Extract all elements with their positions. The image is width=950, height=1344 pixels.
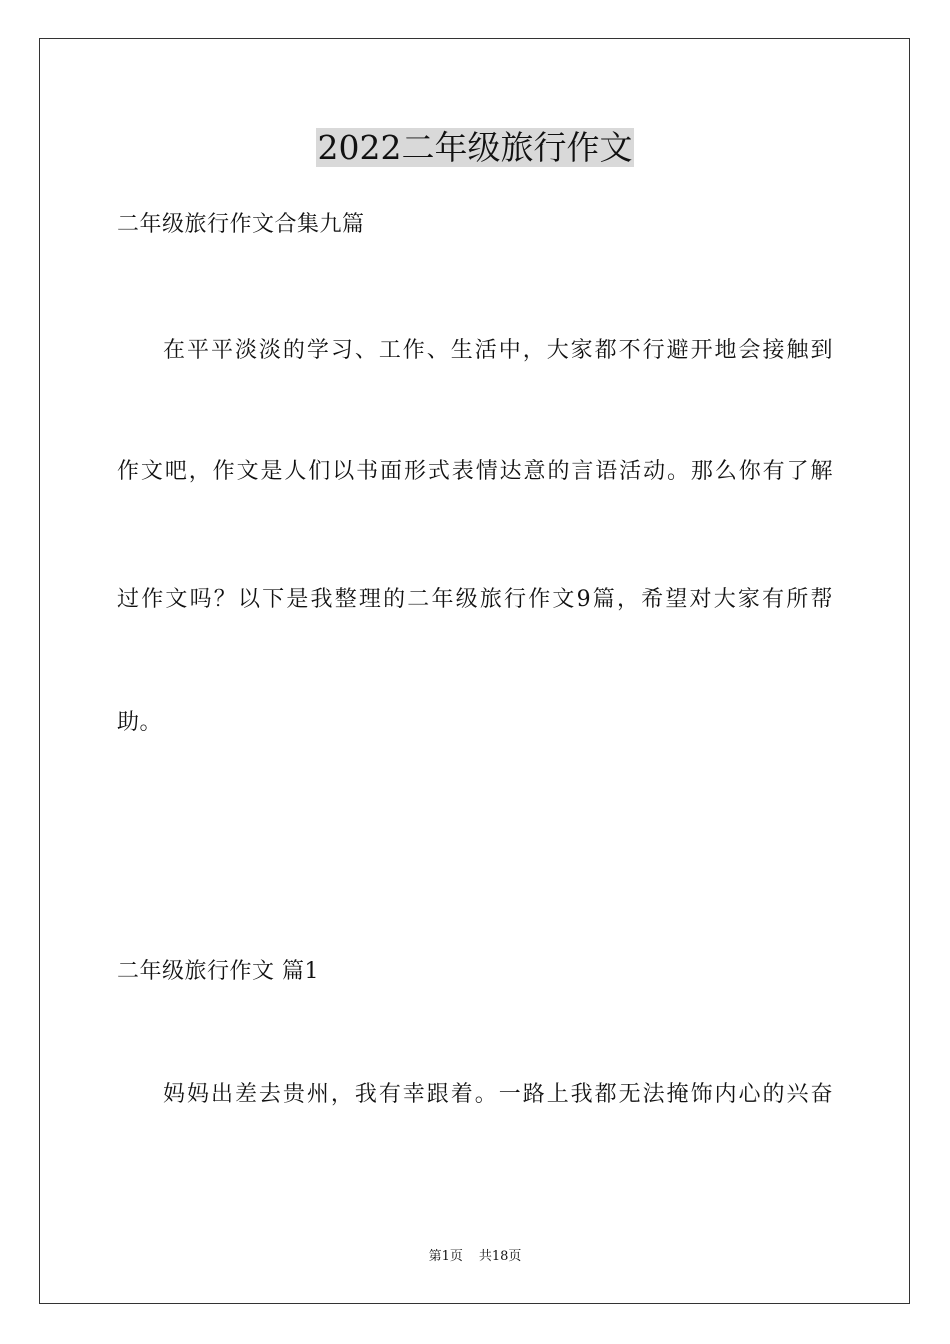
intro-paragraph-line-4: 助。 xyxy=(117,710,163,735)
intro-paragraph-line-3: 过作文吗？以下是我整理的二年级旅行作文9篇，希望对大家有所帮 xyxy=(117,587,833,612)
page-number: 第1页 xyxy=(428,1249,463,1264)
page-total: 共18页 xyxy=(478,1249,522,1264)
intro-paragraph-line-1: 在平平淡淡的学习、工作、生活中，大家都不行避开地会接触到 xyxy=(163,338,833,363)
intro-paragraph-line-2: 作文吧，作文是人们以书面形式表情达意的言语活动。那么你有了解 xyxy=(117,459,833,484)
section-heading: 二年级旅行作文 篇1 xyxy=(117,959,319,984)
document-title xyxy=(0,126,950,170)
document-title-text: 2022二年级旅行作文 xyxy=(317,128,633,167)
document-subtitle: 二年级旅行作文合集九篇 xyxy=(117,212,365,237)
section-paragraph-line-1: 妈妈出差去贵州，我有幸跟着。一路上我都无法掩饰内心的兴奋 xyxy=(163,1082,833,1107)
page-footer xyxy=(0,1248,950,1266)
